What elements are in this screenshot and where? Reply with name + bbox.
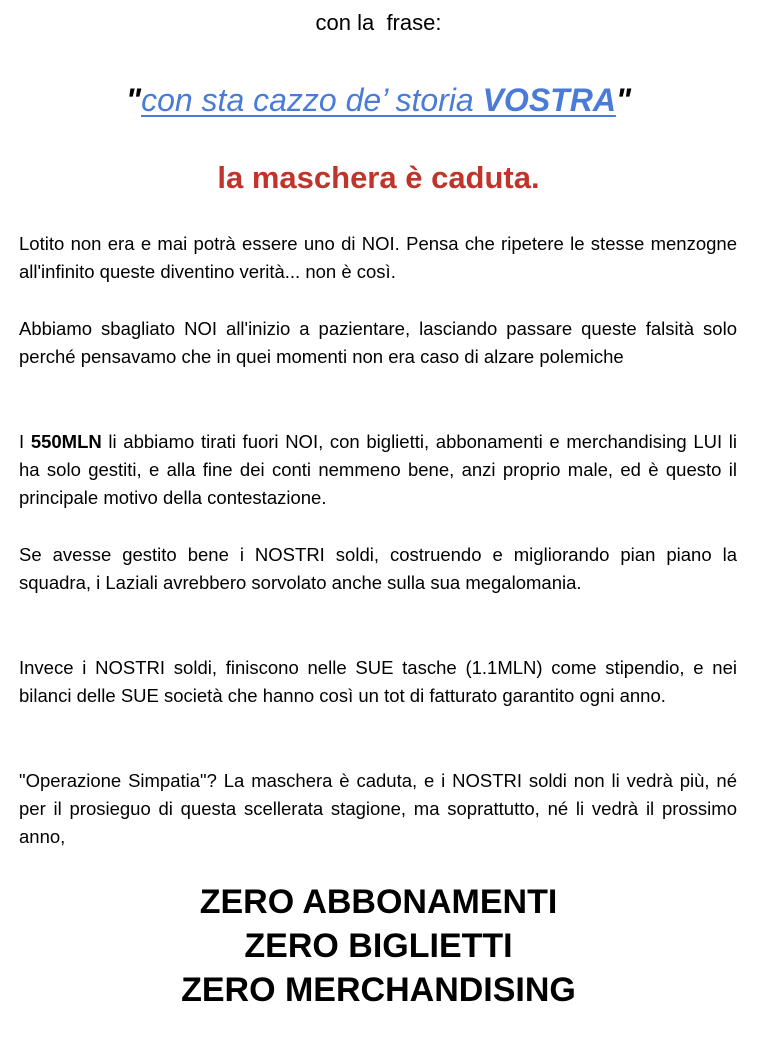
paragraph-6: "Operazione Simpatia"? La maschera è caduta, e i NOSTRI soldi non li vedrà più, né per il prosieguo di questa scellerata stagione, ma soprattutto, né li vedrà il prossimo anno, xyxy=(19,770,737,847)
quote-line xyxy=(0,82,757,119)
quote-link-text: con sta cazzo de’ storia xyxy=(141,82,483,118)
slogan-abbonamenti: ZERO ABBONAMENTI xyxy=(199,883,558,921)
paragraph-3-before: I xyxy=(19,431,31,452)
paragraph-4: Se avesse gestito bene i NOSTRI soldi, costruendo e migliorando pian piano la squadra, i Laziali avrebbero sorvolato anche sulla sua megalomania. xyxy=(19,544,737,593)
quote-close-mark: " xyxy=(615,82,632,118)
intro-text: con la frase: xyxy=(315,10,442,35)
paragraph-3 xyxy=(19,428,737,512)
headline: la maschera è caduta. xyxy=(217,160,540,195)
paragraph-3-amount: 550MLN xyxy=(30,431,102,452)
slogan-block xyxy=(0,880,757,1012)
slogan-biglietti: ZERO BIGLIETTI xyxy=(244,927,513,965)
paragraph-1: Lotito non era e mai potrà essere uno di NOI. Pensa che ripetere le stesse menzogne all'infinito queste diventino verità... non è così. xyxy=(19,233,737,282)
paragraph-3-after: li abbiamo tirati fuori NOI, con biglietti, abbonamenti e merchandising LUI li ha solo gestiti, e alla fine dei conti nemmeno bene, anzi proprio male, ed è questo il principale motivo della contestazione. xyxy=(19,431,738,508)
paragraph-5: Invece i NOSTRI soldi, finiscono nelle SUE tasche (1.1MLN) come stipendio, e nei bilanci delle SUE società che hanno così un tot di fatturato garantito ogni anno. xyxy=(19,657,737,706)
quote-link[interactable] xyxy=(141,82,616,118)
slogan-merchandising: ZERO MERCHANDISING xyxy=(181,971,576,1009)
quote-link-emphasis: VOSTRA xyxy=(482,82,616,118)
paragraph-2: Abbiamo sbagliato NOI all'inizio a pazientare, lasciando passare queste falsità solo perché pensavamo che in quei momenti non era caso di alzare polemiche xyxy=(19,318,737,367)
quote-open-mark: " xyxy=(125,82,142,118)
